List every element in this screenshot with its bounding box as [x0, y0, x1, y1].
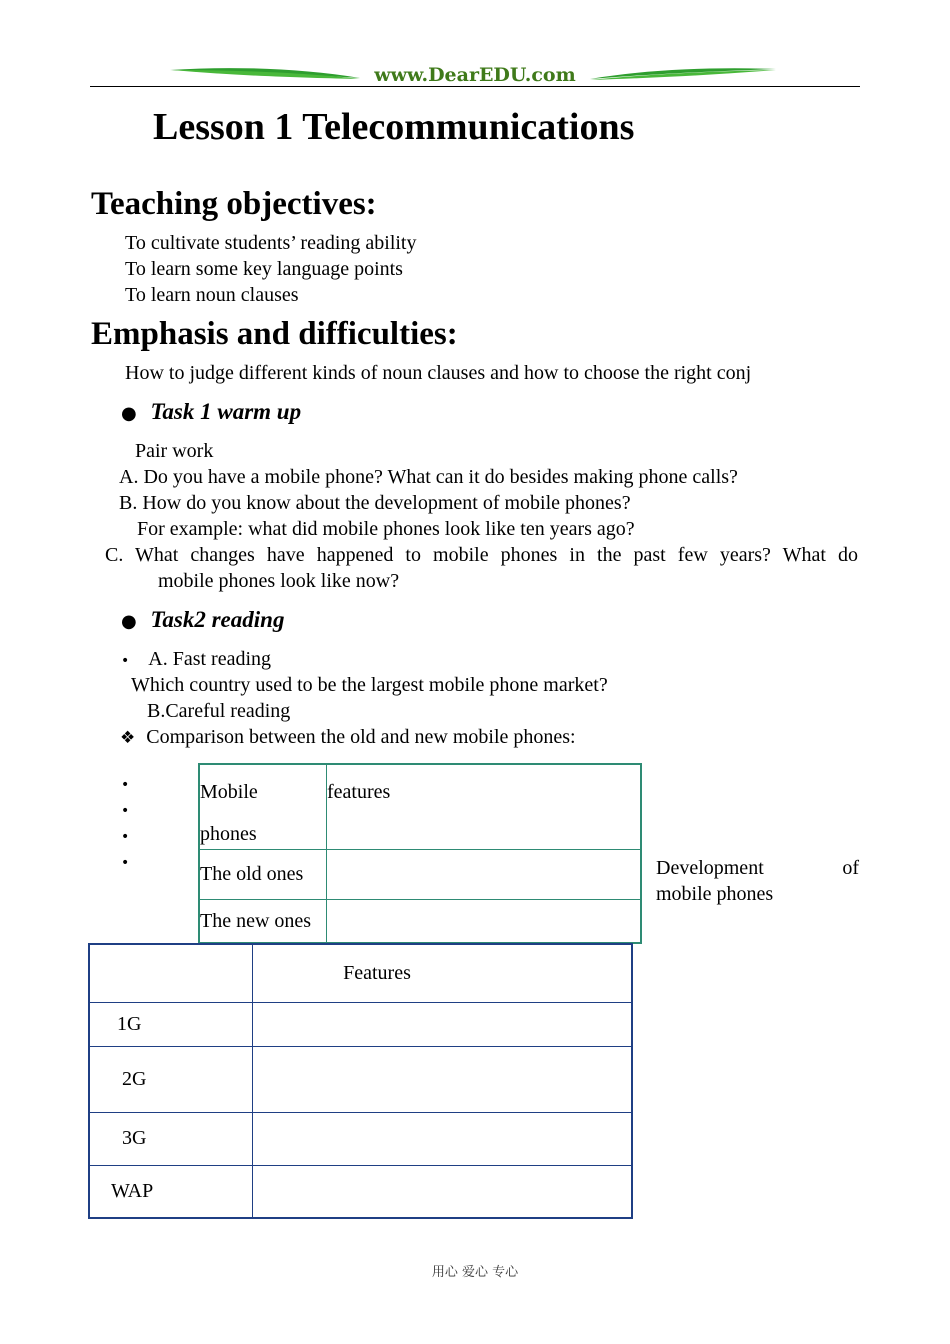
task2-heading: Task2 reading: [150, 607, 285, 632]
table-cell[interactable]: [327, 899, 642, 943]
fast-reading-question: Which country used to be the largest mobile phone market?: [131, 674, 608, 696]
table-cell[interactable]: [253, 1166, 633, 1218]
table-cell[interactable]: [253, 1112, 633, 1165]
table-row: [199, 899, 641, 943]
development-label-line1: [656, 855, 859, 881]
lesson-title: Lesson 1 Telecommunications: [153, 106, 635, 148]
empty-bullet-icon: •: [121, 777, 130, 793]
header-rule: [90, 86, 860, 87]
fast-reading-label: A. Fast reading: [148, 648, 272, 670]
table-header-cell: [89, 944, 253, 1002]
header-features: features: [327, 781, 391, 803]
comparison-label: Comparison between the old and new mobile phones:: [146, 726, 576, 748]
row-label: 1G: [89, 1002, 253, 1046]
table-header-cell: [327, 764, 642, 849]
comparison-row: [120, 724, 576, 751]
table-cell[interactable]: [327, 849, 642, 899]
phones-comparison-table: [198, 763, 642, 944]
row-label: The old ones: [199, 849, 327, 899]
question-a: A. Do you have a mobile phone? What can it do besides making phone calls?: [119, 466, 738, 488]
page-footer: 用心 爱心 专心: [431, 1265, 519, 1280]
table-row: [89, 1112, 632, 1165]
question-b: B. How do you know about the development of mobile phones?: [119, 492, 631, 514]
task1-heading-row: [121, 398, 301, 428]
generations-table: [88, 943, 633, 1219]
empty-bullet-icon: •: [121, 829, 130, 845]
header-features: Features: [253, 944, 633, 1002]
fast-reading-row: [121, 646, 271, 674]
table-cell[interactable]: [253, 1047, 633, 1112]
logo-text[interactable]: www.DearEDU.com: [374, 64, 576, 86]
table-row: [89, 1166, 632, 1218]
bullet-icon: ●: [121, 403, 137, 424]
row-label: 2G: [89, 1047, 253, 1112]
development-word: Development: [656, 857, 764, 879]
table-row: [199, 849, 641, 899]
objective-item: To cultivate students’ reading ability: [125, 232, 417, 254]
task2-heading-row: [121, 606, 284, 636]
teaching-objectives-heading: Teaching objectives:: [91, 186, 377, 222]
development-label-line2: mobile phones: [656, 883, 774, 905]
question-c-line2: mobile phones look like now?: [158, 570, 400, 592]
emphasis-text: How to judge different kinds of noun clauses and how to choose the right conj: [125, 362, 752, 384]
diamond-bullet-icon: ❖: [120, 728, 136, 748]
pair-work-label: Pair work: [135, 440, 214, 462]
table-row: [89, 1002, 632, 1046]
table-row: [89, 1047, 632, 1112]
emphasis-heading: Emphasis and difficulties:: [91, 316, 458, 352]
table-row: [89, 944, 632, 1002]
of-word: of: [842, 857, 859, 879]
empty-bullet-icon: •: [121, 855, 130, 871]
task1-heading: Task 1 warm up: [150, 399, 302, 424]
empty-bullet-icon: •: [121, 803, 130, 819]
question-b-example: For example: what did mobile phones look like ten years ago?: [137, 518, 635, 540]
objective-item: To learn noun clauses: [125, 284, 299, 306]
table-header-cell: [199, 764, 327, 849]
header-mobile: Mobile: [200, 781, 258, 803]
objective-item: To learn some key language points: [125, 258, 403, 280]
bullet-icon: •: [121, 653, 130, 669]
careful-reading-label: B.Careful reading: [147, 700, 291, 722]
row-label: The new ones: [199, 899, 327, 943]
question-c-line1: C. What changes have happened to mobile phones in the past few years? What do: [105, 544, 858, 566]
header-phones: phones: [200, 823, 257, 845]
row-label: 3G: [89, 1112, 253, 1165]
bullet-icon: ●: [121, 611, 137, 632]
row-label: WAP: [89, 1166, 253, 1218]
table-cell[interactable]: [253, 1002, 633, 1046]
table-row: [199, 764, 641, 849]
